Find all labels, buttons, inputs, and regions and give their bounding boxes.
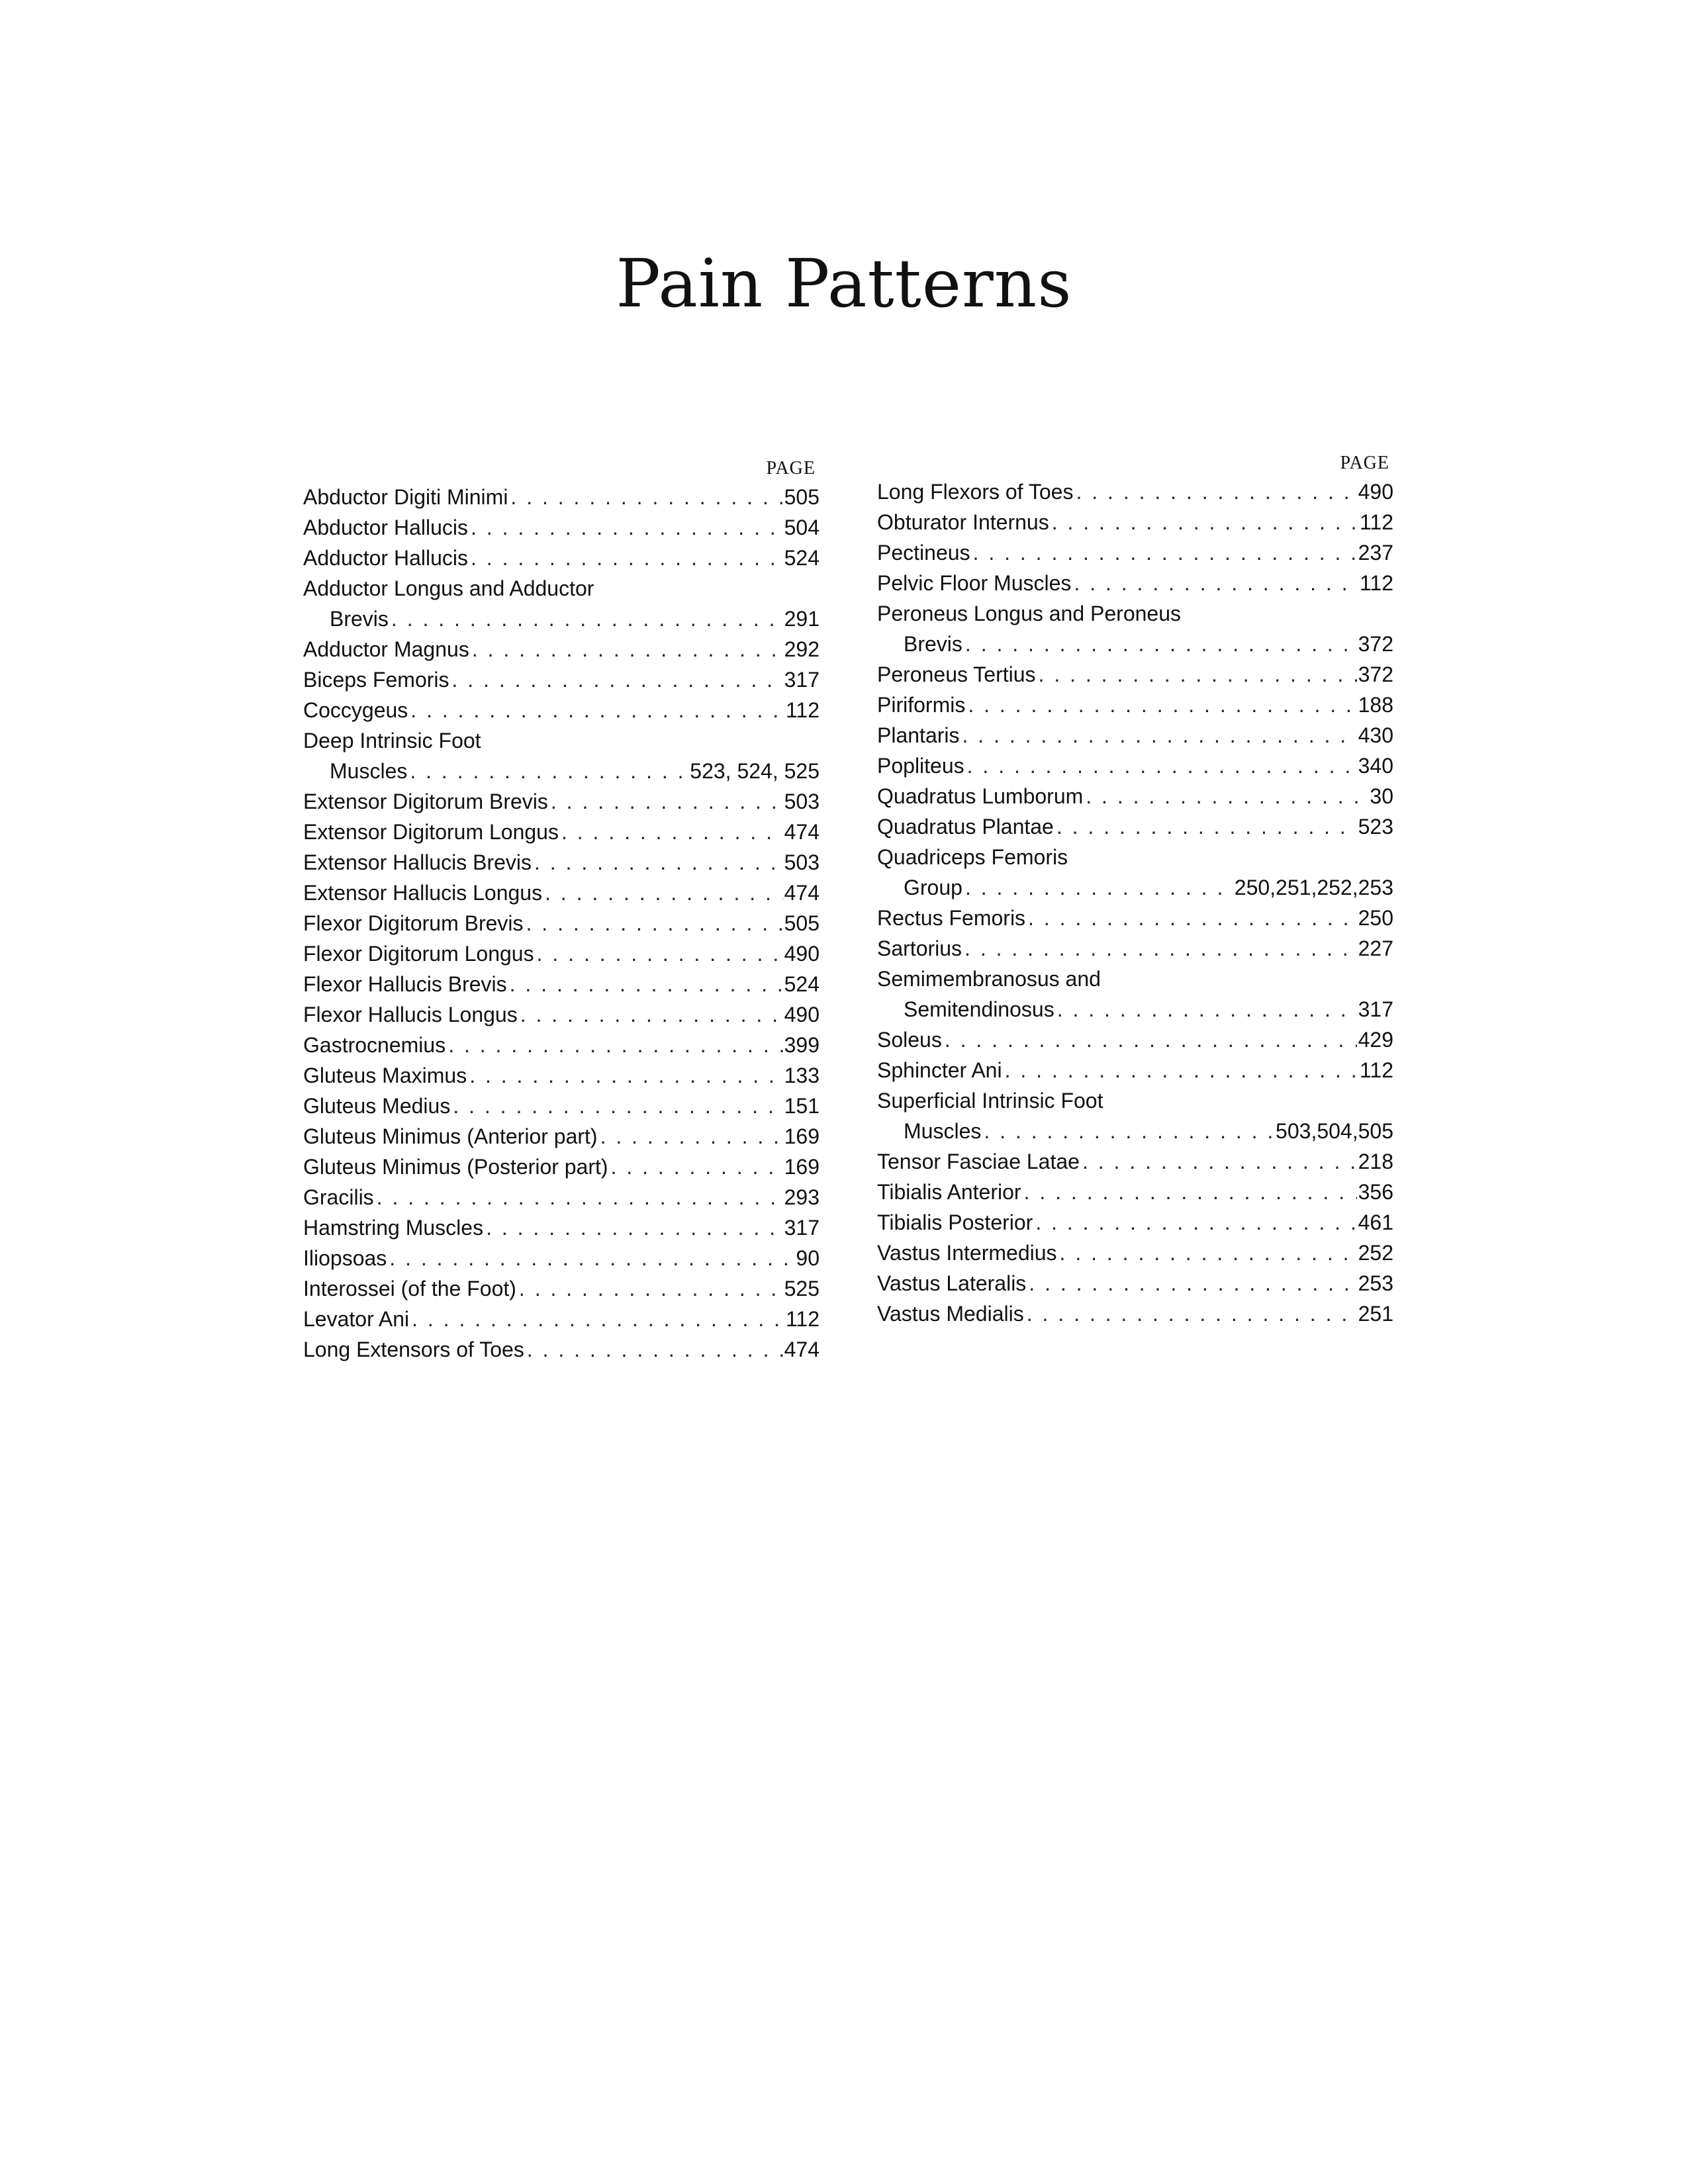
entry-page-number: 523, 524, 525 <box>690 759 820 783</box>
dot-leader <box>472 634 783 664</box>
entry-page-number: 490 <box>1358 480 1393 504</box>
entry-page-number: 340 <box>1358 754 1393 778</box>
dot-leader <box>1082 1146 1357 1177</box>
index-entry <box>877 477 1393 507</box>
entry-name: Coccygeus <box>303 698 408 722</box>
index-entry <box>303 512 820 543</box>
dot-leader <box>471 543 783 573</box>
index-entry <box>877 751 1393 781</box>
dot-leader <box>519 1273 783 1304</box>
dot-leader <box>1052 507 1358 537</box>
page-title: Pain Patterns <box>616 245 1072 322</box>
dot-leader <box>510 482 782 512</box>
index-entry <box>303 664 820 695</box>
index-entry <box>303 1212 820 1243</box>
dot-leader <box>1056 811 1357 842</box>
entry-name: Abductor Hallucis <box>303 516 468 539</box>
index-entry <box>877 1238 1393 1268</box>
dot-leader <box>973 537 1357 568</box>
dot-leader <box>545 878 783 908</box>
entry-name: Soleus <box>877 1028 942 1052</box>
entry-name: Popliteus <box>877 754 964 778</box>
dot-leader <box>410 756 688 786</box>
dot-leader <box>526 908 783 938</box>
entry-name: Tensor Fasciae Latae <box>877 1150 1080 1173</box>
dot-leader <box>965 872 1233 903</box>
index-entry <box>877 781 1393 811</box>
dot-leader <box>551 786 783 817</box>
entry-name: Iliopsoas <box>303 1246 387 1270</box>
entry-name: Deep Intrinsic Foot <box>303 729 481 752</box>
entry-page-number: 372 <box>1358 662 1393 686</box>
index-entry <box>877 720 1393 751</box>
index-entry <box>303 1182 820 1212</box>
index-entry <box>303 543 820 573</box>
index-entry <box>877 872 1393 903</box>
entry-page-number: 169 <box>784 1155 820 1179</box>
entry-page-number: 524 <box>784 972 820 996</box>
index-entry <box>877 994 1393 1024</box>
entry-name: Vastus Lateralis <box>877 1271 1027 1295</box>
entry-name: Interossei (of the Foot) <box>303 1277 516 1300</box>
entry-name: Levator Ani <box>303 1307 410 1331</box>
dot-leader <box>453 1091 782 1121</box>
entry-name: Extensor Digitorum Longus <box>303 820 559 844</box>
entry-name: Extensor Hallucis Longus <box>303 881 543 905</box>
entry-name: Vastus Medialis <box>877 1302 1024 1326</box>
index-entry <box>877 1298 1393 1329</box>
entry-name: Brevis <box>330 607 389 631</box>
entry-name: Long Flexors of Toes <box>877 480 1074 504</box>
dot-leader <box>1039 659 1357 690</box>
dot-leader <box>1005 1055 1358 1085</box>
dot-leader <box>962 720 1357 751</box>
entry-page-number: 112 <box>1359 1058 1393 1082</box>
index-entry <box>877 811 1393 842</box>
entry-name: Tibialis Posterior <box>877 1210 1033 1234</box>
index-entry <box>303 969 820 999</box>
entry-name: Semitendinosus <box>904 997 1055 1021</box>
entry-page-number: 227 <box>1358 936 1393 960</box>
entry-name: Muscles <box>330 759 408 783</box>
entry-name: Flexor Hallucis Longus <box>303 1003 518 1026</box>
index-entry <box>303 756 820 786</box>
dot-leader <box>967 751 1357 781</box>
entry-name: Flexor Digitorum Brevis <box>303 911 524 935</box>
entry-page-number: 317 <box>1358 997 1393 1021</box>
page-column-header: PAGE <box>1340 453 1389 473</box>
entry-page-number: 523 <box>1358 815 1393 839</box>
entry-page-number: 218 <box>1358 1150 1393 1173</box>
index-entry <box>877 690 1393 720</box>
index-entry <box>877 568 1393 598</box>
index-entry <box>303 817 820 847</box>
dot-leader <box>486 1212 783 1243</box>
entry-page-number: 112 <box>1359 571 1393 595</box>
entry-name: Extensor Hallucis Brevis <box>303 850 532 874</box>
index-entry <box>877 1268 1393 1298</box>
dot-leader <box>469 1060 782 1091</box>
entry-page-number: 505 <box>784 485 820 509</box>
index-entry <box>303 1243 820 1273</box>
entry-name: Gluteus Minimus (Anterior part) <box>303 1124 598 1148</box>
index-entry <box>877 964 1393 994</box>
entry-page-number: 112 <box>785 1307 820 1331</box>
index-entry <box>303 999 820 1030</box>
index-entry <box>877 842 1393 872</box>
entry-name: Hamstring Muscles <box>303 1216 484 1240</box>
index-entry <box>303 786 820 817</box>
entry-name: Abductor Digiti Minimi <box>303 485 508 509</box>
index-entry <box>303 482 820 512</box>
entry-name: Pelvic Floor Muscles <box>877 571 1072 595</box>
dot-leader <box>377 1182 783 1212</box>
dot-leader <box>448 1030 782 1060</box>
entry-page-number: 372 <box>1358 632 1393 656</box>
index-entry <box>303 1334 820 1365</box>
index-entry <box>303 1030 820 1060</box>
dot-leader <box>561 817 783 847</box>
dot-leader <box>611 1152 783 1182</box>
entry-name: Quadriceps Femoris <box>877 845 1068 869</box>
entry-name: Pectineus <box>877 541 970 565</box>
index-entry <box>303 1152 820 1182</box>
entry-name: Gracilis <box>303 1185 374 1209</box>
index-entry <box>303 604 820 634</box>
entry-page-number: 252 <box>1358 1241 1393 1265</box>
entry-name: Sartorius <box>877 936 962 960</box>
entry-name: Gluteus Minimus (Posterior part) <box>303 1155 608 1179</box>
index-entry-list <box>303 482 820 1365</box>
entry-name: Adductor Hallucis <box>303 546 468 570</box>
entry-page-number: 250,251,252,253 <box>1234 876 1393 899</box>
index-entry <box>303 725 820 756</box>
dot-leader <box>1035 1207 1356 1238</box>
dot-leader <box>471 512 783 543</box>
index-entry <box>303 634 820 664</box>
index-entry-list <box>877 477 1393 1329</box>
entry-name: Group <box>904 876 962 899</box>
entry-name: Biceps Femoris <box>303 668 449 692</box>
dot-leader <box>965 629 1357 659</box>
entry-name: Flexor Hallucis Brevis <box>303 972 507 996</box>
dot-leader <box>410 695 784 725</box>
entry-name: Gastrocnemius <box>303 1033 446 1057</box>
entry-page-number: 399 <box>784 1033 820 1057</box>
dot-leader <box>520 999 783 1030</box>
dot-leader <box>600 1121 783 1152</box>
entry-page-number: 30 <box>1370 784 1393 808</box>
dot-leader <box>391 604 783 634</box>
dot-leader <box>537 938 783 969</box>
entry-page-number: 112 <box>1359 510 1393 534</box>
entry-page-number: 250 <box>1358 906 1393 930</box>
entry-name: Sphincter Ani <box>877 1058 1002 1082</box>
index-entry <box>877 537 1393 568</box>
entry-name: Tibialis Anterior <box>877 1180 1021 1204</box>
dot-leader <box>389 1243 794 1273</box>
index-entry <box>877 598 1393 629</box>
index-entry <box>877 659 1393 690</box>
entry-name: Adductor Magnus <box>303 637 469 661</box>
entry-page-number: 474 <box>784 881 820 905</box>
dot-leader <box>1076 477 1356 507</box>
entry-page-number: 503 <box>784 850 820 874</box>
entry-name: Long Extensors of Toes <box>303 1338 524 1361</box>
entry-page-number: 430 <box>1358 723 1393 747</box>
entry-name: Brevis <box>904 632 962 656</box>
entry-page-number: 169 <box>784 1124 820 1148</box>
index-entry <box>877 933 1393 964</box>
dot-leader <box>1074 568 1358 598</box>
index-entry <box>303 573 820 604</box>
index-entry <box>877 507 1393 537</box>
entry-name: Obturator Internus <box>877 510 1049 534</box>
entry-page-number: 188 <box>1358 693 1393 717</box>
entry-page-number: 356 <box>1358 1180 1393 1204</box>
dot-leader <box>1029 1268 1356 1298</box>
entry-name: Peroneus Tertius <box>877 662 1036 686</box>
entry-page-number: 317 <box>784 1216 820 1240</box>
entry-page-number: 490 <box>784 942 820 966</box>
index-column-left <box>303 455 820 1365</box>
entry-page-number: 251 <box>1358 1302 1393 1326</box>
entry-page-number: 505 <box>784 911 820 935</box>
dot-leader <box>1028 903 1357 933</box>
entry-name: Adductor Longus and Adductor <box>303 576 594 600</box>
index-entry <box>303 1091 820 1121</box>
entry-page-number: 525 <box>784 1277 820 1300</box>
entry-page-number: 237 <box>1358 541 1393 565</box>
index-entry <box>877 1024 1393 1055</box>
entry-page-number: 293 <box>784 1185 820 1209</box>
entry-page-number: 474 <box>784 820 820 844</box>
entry-page-number: 151 <box>784 1094 820 1118</box>
page-column-header: PAGE <box>766 458 816 478</box>
index-entry <box>303 878 820 908</box>
entry-name: Plantaris <box>877 723 960 747</box>
index-entry <box>303 1121 820 1152</box>
index-entry <box>303 908 820 938</box>
entry-name: Extensor Digitorum Brevis <box>303 790 548 813</box>
entry-name: Rectus Femoris <box>877 906 1026 930</box>
index-entry <box>877 629 1393 659</box>
entry-name: Semimembranosus and <box>877 967 1101 991</box>
entry-page-number: 133 <box>784 1064 820 1087</box>
entry-name: Gluteus Maximus <box>303 1064 467 1087</box>
index-entry <box>303 1304 820 1334</box>
dot-leader <box>1060 1238 1357 1268</box>
entry-page-number: 112 <box>785 698 820 722</box>
dot-leader <box>527 1334 783 1365</box>
entry-page-number: 429 <box>1358 1028 1393 1052</box>
index-entry <box>877 1085 1393 1116</box>
dot-leader <box>945 1024 1357 1055</box>
dot-leader <box>452 664 783 695</box>
entry-page-number: 503,504,505 <box>1276 1119 1393 1143</box>
entry-page-number: 292 <box>784 637 820 661</box>
index-entry <box>877 1116 1393 1146</box>
dot-leader <box>984 1116 1274 1146</box>
entry-name: Superficial Intrinsic Foot <box>877 1089 1103 1113</box>
index-entry <box>877 1207 1393 1238</box>
entry-page-number: 474 <box>784 1338 820 1361</box>
dot-leader <box>1027 1298 1357 1329</box>
entry-page-number: 90 <box>796 1246 820 1270</box>
entry-name: Quadratus Lumborum <box>877 784 1084 808</box>
entry-page-number: 524 <box>784 546 820 570</box>
entry-page-number: 317 <box>784 668 820 692</box>
entry-name: Gluteus Medius <box>303 1094 451 1118</box>
dot-leader <box>534 847 783 878</box>
index-entry <box>877 1055 1393 1085</box>
entry-name: Piriformis <box>877 693 966 717</box>
dot-leader <box>412 1304 784 1334</box>
entry-name: Muscles <box>904 1119 982 1143</box>
index-entry <box>303 1060 820 1091</box>
index-entry <box>877 1146 1393 1177</box>
dot-leader <box>1024 1177 1357 1207</box>
dot-leader <box>1086 781 1368 811</box>
entry-name: Peroneus Longus and Peroneus <box>877 602 1182 625</box>
dot-leader <box>964 933 1357 964</box>
entry-name: Vastus Intermedius <box>877 1241 1057 1265</box>
dot-leader <box>968 690 1356 720</box>
index-column-right <box>877 450 1393 1329</box>
index-entry <box>877 1177 1393 1207</box>
entry-page-number: 253 <box>1358 1271 1393 1295</box>
dot-leader <box>510 969 783 999</box>
entry-name: Flexor Digitorum Longus <box>303 942 534 966</box>
entry-page-number: 503 <box>784 790 820 813</box>
index-entry <box>303 938 820 969</box>
entry-name: Quadratus Plantae <box>877 815 1054 839</box>
index-entry <box>303 1273 820 1304</box>
entry-page-number: 461 <box>1358 1210 1393 1234</box>
index-entry <box>877 903 1393 933</box>
dot-leader <box>1057 994 1357 1024</box>
entry-page-number: 504 <box>784 516 820 539</box>
entry-page-number: 291 <box>784 607 820 631</box>
index-entry <box>303 695 820 725</box>
entry-page-number: 490 <box>784 1003 820 1026</box>
index-entry <box>303 847 820 878</box>
